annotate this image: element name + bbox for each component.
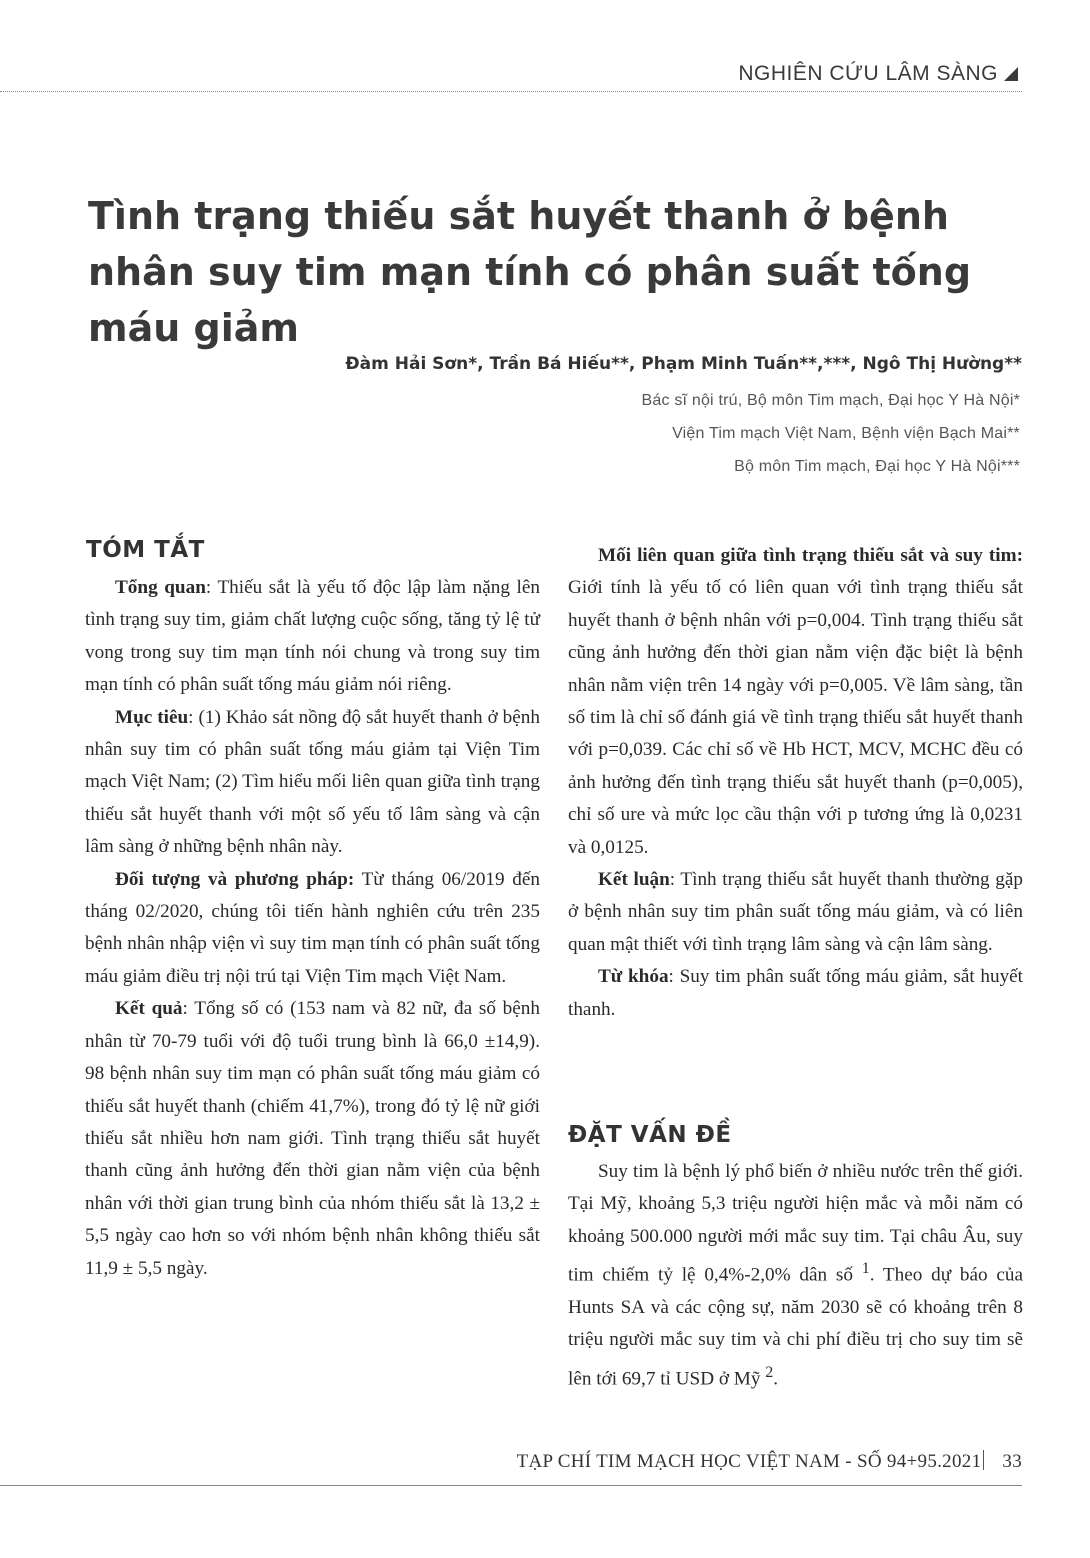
methods-label: Đối tượng và phương pháp:: [115, 868, 355, 890]
abstract-relation: [568, 540, 1023, 864]
intro-paragraph: [568, 1156, 1023, 1396]
results-label: Kết quả: [115, 998, 183, 1020]
abstract-results: [85, 993, 540, 1285]
article-title: Tình trạng thiếu sắt huyết thanh ở bệnh nhân suy tim mạn tính có phân suất tống máu giảm: [88, 194, 972, 350]
intro-text-a: Suy tim là bệnh lý phổ biến ở nhiều nước trên thế giới. Tại Mỹ, khoảng 5,3 triệu người hiện mắc và mỗi năm có khoảng 500.000 người mới mắc suy tim. Tại châu Âu, suy tim chiếm tỷ lệ 0,4%-2,0% dân số: [568, 1161, 1023, 1286]
conclusion-label: Kết luận: [598, 869, 670, 891]
relation-text: Giới tính là yếu tố có liên quan với tình trạng thiếu sắt huyết thanh ở bệnh nhân với p=0,004. Tình trạng thiếu sắt cũng ảnh hưởng đến thời gian nằm viện đặc biệt là bệnh nhân nằm viện trên 14 ngày với p=0,005. Về lâm sàng, tần số tim là chỉ số đánh giá về tình trạng thiếu sắt huyết thanh với p=0,039. Các chỉ số về Hb HCT, MCV, MCHC đều có ảnh hưởng đến tình trạng thiếu sắt huyết thanh (p=0,005), chỉ số ure và mức lọc cầu thận với p tương ứng là 0,0231 và 0,0125.: [568, 577, 1023, 858]
abstract-objective: [85, 702, 540, 864]
header-rule: [0, 91, 1022, 92]
footer-divider: [983, 1450, 984, 1470]
intro-heading: ĐẶT VẤN ĐỀ: [568, 1122, 732, 1148]
intro-column: [568, 1156, 1023, 1396]
reference-2: 2: [765, 1363, 774, 1381]
relation-label: Mối liên quan giữa tình trạng thiếu sắt và suy tim:: [598, 545, 1023, 566]
section-label-text: NGHIÊN CỨU LÂM SÀNG: [738, 62, 998, 85]
abstract-left-column: [85, 572, 540, 1285]
section-label: [738, 62, 1018, 86]
reference-1: 1: [861, 1260, 870, 1278]
abstract-methods: [85, 864, 540, 994]
results-text: : Tổng số có (153 nam và 82 nữ, đa số bệnh nhân từ 70-79 tuổi với độ tuổi trung bình là 66,0 ±14,9). 98 bệnh nhân suy tim mạn có phân suất tống máu giảm có thiếu sắt huyết thanh (chiếm 41,7%), trong đó tỷ lệ nữ giới thiếu sắt nhiều hơn nam giới. Tình trạng thiếu sắt huyết thanh cũng ảnh hưởng đến thời gian nằm viện của bệnh nhân với thời gian trung bình của nhóm thiếu sắt là 13,2 ± 5,5 ngày cao hơn so với nhóm bệnh nhân không thiếu sắt 11,9 ± 5,5 ngày.: [85, 998, 540, 1279]
affiliation-2: Viện Tim mạch Việt Nam, Bệnh viện Bạch Mai**: [672, 425, 1020, 442]
abstract-right-column: [568, 540, 1023, 1026]
triangle-icon: [1004, 67, 1018, 81]
abstract-heading: TÓM TẮT: [86, 537, 205, 563]
objective-text: : (1) Khảo sát nồng độ sắt huyết thanh ở bệnh nhân suy tim có phân suất tống máu giảm tại Viện Tim mạch Việt Nam; (2) Tìm hiểu mối liên quan giữa tình trạng thiếu sắt huyết thanh với một số yếu tố lâm sàng và cận lâm sàng ở những bệnh nhân này.: [85, 706, 540, 858]
overview-text: : Thiếu sắt là yếu tố độc lập làm nặng lên tình trạng suy tim, giảm chất lượng cuộc sống, tăng tỷ lệ tử vong trong suy tim mạn tính nói chung và trong suy tim mạn tính có phân suất tống máu giảm nói riêng.: [85, 577, 540, 696]
bottom-rule: [0, 1485, 1022, 1486]
keywords-label: Từ khóa: [598, 966, 669, 988]
authors: Đàm Hải Sơn*, Trần Bá Hiếu**, Phạm Minh Tuấn**,***, Ngô Thị Hường**: [345, 354, 1022, 374]
abstract-keywords: [568, 961, 1023, 1026]
affiliation-1: Bác sĩ nội trú, Bộ môn Tim mạch, Đại học Y Hà Nội*: [641, 392, 1020, 409]
abstract-overview: [85, 572, 540, 702]
keywords-text: : Suy tim phân suất tống máu giảm, sắt huyết thanh.: [568, 966, 1024, 1020]
conclusion-text: : Tình trạng thiếu sắt huyết thanh thường gặp ở bệnh nhân suy tim phân suất tống máu giảm, và có liên quan mật thiết với tình trạng lâm sàng và cận lâm sàng.: [568, 869, 1023, 955]
intro-text-b: . Theo dự báo của Hunts SA và các cộng sự, năm 2030 sẽ có khoảng trên 8 triệu người mắc suy tim và chi phí điều trị cho suy tim sẽ lên tới 69,7 tỉ USD ở Mỹ: [568, 1264, 1023, 1390]
page-number: 33: [1002, 1451, 1022, 1472]
affiliation-3: Bộ môn Tim mạch, Đại học Y Hà Nội***: [734, 458, 1020, 475]
abstract-conclusion: [568, 864, 1023, 961]
overview-label: Tổng quan: [115, 577, 206, 598]
footer-journal: TẠP CHÍ TIM MẠCH HỌC VIỆT NAM - SỐ 94+95.2021: [516, 1451, 982, 1472]
footer: [517, 1450, 1022, 1473]
intro-text-c: .: [773, 1368, 779, 1390]
objective-label: Mục tiêu: [115, 706, 189, 728]
methods-text: Từ tháng 06/2019 đến tháng 02/2020, chúng tôi tiến hành nghiên cứu trên 235 bệnh nhân nhập viện vì suy tim mạn tính có phân suất tống máu giảm điều trị nội trú tại Viện Tim mạch Việt Nam.: [85, 868, 540, 987]
